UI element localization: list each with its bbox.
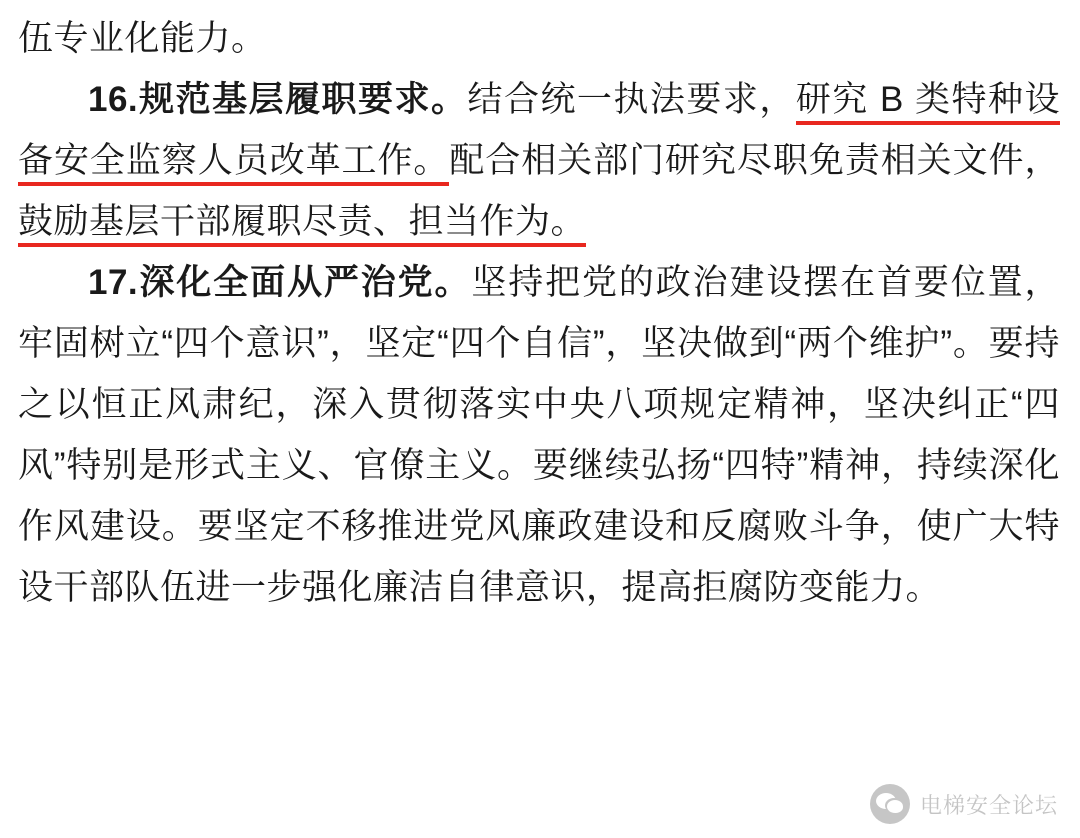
wechat-icon (870, 784, 910, 824)
highlighted-text-run: 鼓励基层干部履职尽责、担当作为。 (18, 202, 586, 247)
text-run: 结合统一执法要求， (467, 80, 796, 119)
text-run: 坚持把党的政治建设摆在首要位置，牢固树立“四个意识”，坚定“四个自信”，坚决做到“两个维护”。要持之以恒正风肃纪，深入贯彻落实中央八项规定精神，坚决纠正“四风”特别是形式主义、官僚主义。要继续弘扬“四特”精神，持续深化作风建设。要坚定不移推进党风廉政建设和反腐败斗争，使广大特设干部队伍进一步强化廉洁自律意识，提高拒腐防变能力。 (18, 263, 1060, 607)
paragraph-continuation (18, 8, 1060, 69)
paragraph-item-17 (18, 252, 1060, 618)
paragraph-heading-17: 17.深化全面从严治党。 (88, 263, 472, 302)
wechat-account-badge (870, 784, 1058, 824)
paragraph-heading-16: 16.规范基层履职要求。 (88, 80, 468, 119)
highlighted-text-run: 研究 B 类特种设备安全监察人员改革工作。 (18, 80, 1060, 186)
text-run: 伍专业化能力。 (18, 19, 267, 58)
wechat-account-name: 电梯安全论坛 (919, 792, 1058, 818)
paragraph-item-16 (18, 69, 1060, 252)
text-run: 配合相关部门研究尽职免责相关文件， (449, 141, 1060, 180)
